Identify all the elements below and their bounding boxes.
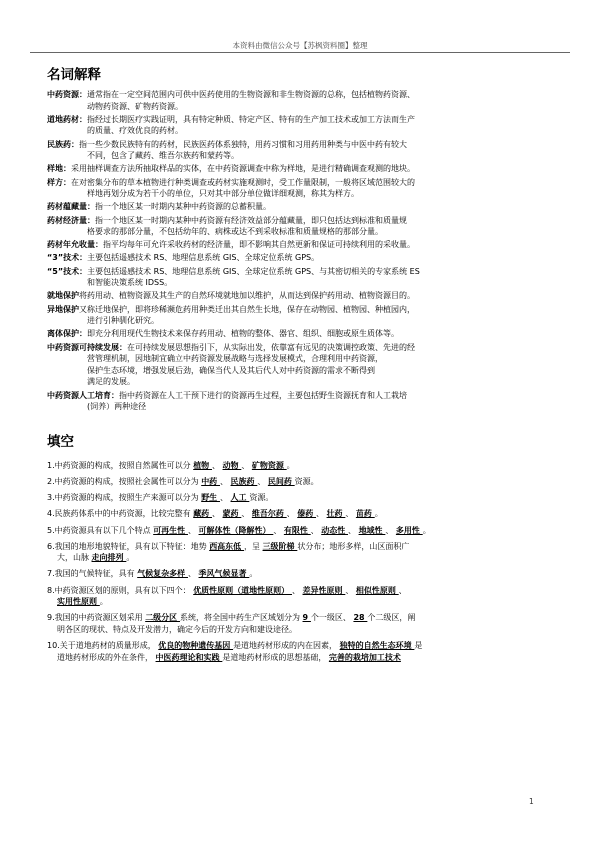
definition-text: 营管理机制，因地制宜确立中药资源发展战略与选择发展模式，合理利用中药资源， xyxy=(87,354,383,364)
fill-in-section xyxy=(47,433,547,664)
question-text: 个一级区、 xyxy=(310,613,354,623)
question-text: 2.中药资源的构成，按照社会属性可以分为 xyxy=(47,476,202,486)
definition-term: “3”技术： xyxy=(47,253,88,263)
definition-item xyxy=(47,304,547,327)
question-text: 。 xyxy=(99,597,108,607)
answer-blank: 可解体性（降解性） xyxy=(198,525,274,535)
fill-in-question xyxy=(47,541,547,564)
answer-blank: 二级分区 xyxy=(145,613,180,623)
definition-item xyxy=(47,239,547,251)
question-continuation xyxy=(47,596,547,608)
document-body xyxy=(47,66,547,668)
definition-term: 样地： xyxy=(47,164,71,174)
definition-line xyxy=(47,114,547,126)
definition-continuation xyxy=(47,188,547,200)
definition-term: 民族药： xyxy=(47,139,79,149)
answer-blank: 独特的自然生态环境 xyxy=(339,641,415,651)
answer-blank: 民间药 xyxy=(267,476,295,486)
question-text: 个二级区，阐 xyxy=(367,613,416,623)
answer-blank: 有限性 xyxy=(283,525,311,535)
question-line xyxy=(47,612,547,624)
question-text: 、 xyxy=(385,525,396,535)
answer-blank: 蒙药 xyxy=(222,509,242,519)
definition-item xyxy=(47,390,547,413)
question-text: 道地药材形成的外在条件， xyxy=(57,652,156,662)
question-line xyxy=(47,640,547,652)
definition-continuation xyxy=(47,401,547,413)
definition-term: 样方： xyxy=(47,177,71,187)
definition-text: 将药用动、植物资源及其生产的自然环境就地加以维护，从而达到保护药用动、植物资源目的。 xyxy=(79,291,415,301)
answer-blank: 9 xyxy=(302,613,311,623)
fill-in-question xyxy=(47,612,547,635)
definition-item xyxy=(47,114,547,137)
definition-term: “5”技术： xyxy=(47,266,88,276)
question-text: 是道地药材形成的思想基础， xyxy=(222,652,329,662)
question-text: 4.民族药体系中的中药资源，比较完整有 xyxy=(47,509,194,519)
question-text: 大，山脉 xyxy=(57,553,92,563)
question-text: 资源。 xyxy=(294,476,319,486)
answer-blank: 三级阶梯 xyxy=(262,541,298,551)
question-text: 、 xyxy=(211,460,223,470)
answer-blank: 优质性原则（道地性原则） xyxy=(193,585,292,595)
question-text: 、 xyxy=(219,493,231,503)
answer-blank: 傣药 xyxy=(297,509,317,519)
answer-blank: 相似性原则 xyxy=(355,585,399,595)
answer-blank: 实用性原则 xyxy=(57,597,100,607)
definition-item xyxy=(47,266,547,289)
question-text: 。 xyxy=(422,525,431,535)
definition-line xyxy=(47,89,547,101)
question-text: 5.中药资源具有以下几个特点 xyxy=(47,525,154,535)
definition-text: 动物药资源、矿物药资源。 xyxy=(87,101,183,111)
fill-in-question xyxy=(47,568,547,580)
answer-blank: 28 xyxy=(353,613,368,623)
question-text: 、 xyxy=(345,585,356,595)
answer-blank: 藏药 xyxy=(193,509,212,519)
answer-blank: 可再生性 xyxy=(153,525,188,535)
question-continuation xyxy=(47,552,547,564)
definition-line xyxy=(47,328,547,340)
definition-term: 道地药材： xyxy=(47,114,87,124)
question-continuation xyxy=(47,624,547,636)
page-number: 1 xyxy=(529,797,534,806)
question-text: 、 xyxy=(286,509,298,519)
question-text: 7.我国的气候特征，具有 xyxy=(47,569,138,579)
definition-line xyxy=(47,239,547,251)
answer-blank: 多用性 xyxy=(395,525,423,535)
fill-in-question xyxy=(47,476,547,488)
definition-item xyxy=(47,177,547,200)
definition-text: 又称迁地保护，即将珍稀濒危药用种类迁出其自然生长地，保存在动物园、植物园、种植园内， xyxy=(79,304,415,314)
question-text: 、 xyxy=(345,509,356,519)
definition-continuation xyxy=(47,365,547,377)
definition-term: 药材年允收量： xyxy=(47,240,103,250)
answer-blank: 完善的栽培加工技术 xyxy=(328,652,401,662)
question-text: 、 xyxy=(187,525,199,535)
section-title-definitions: 名词解释 xyxy=(47,67,101,83)
fill-in-question xyxy=(47,525,547,537)
question-text: 、 xyxy=(310,525,322,535)
fill-in-question xyxy=(47,585,547,608)
definition-line xyxy=(47,163,547,175)
question-line xyxy=(47,585,547,597)
question-text: 、 xyxy=(348,525,359,535)
definition-line xyxy=(47,290,547,302)
question-text: 、 xyxy=(241,460,252,470)
question-continuation xyxy=(47,652,547,664)
definition-text: 指平均每年可允许采收药材的经济量，即不影响其自然更新和保证可持续利用的采收量。 xyxy=(103,240,415,250)
definition-text: 样地再划分成为若干小的单位，只对其中部分单位做详细观测，称其为样方。 xyxy=(87,189,359,199)
definition-text: 即充分利用现代生物技术来保存药用动、植物的整体、器官、组织、细胞或原生质体等。 xyxy=(87,329,399,339)
question-text: 、 xyxy=(187,569,199,579)
section-title-fill-in: 填空 xyxy=(47,433,74,450)
definition-continuation xyxy=(47,226,547,238)
answer-blank: 野生 xyxy=(201,493,220,503)
question-text: 9.我国的中药资源区划采用 xyxy=(47,613,146,623)
definition-text: 进行引种驯化研究。 xyxy=(87,316,159,326)
answer-blank: 走向排列 xyxy=(91,553,127,563)
definition-line xyxy=(47,215,547,227)
question-text: 、 xyxy=(257,476,268,486)
answer-blank: 优良的物种遗传基因 xyxy=(158,641,234,651)
question-line xyxy=(47,541,547,553)
definition-item xyxy=(47,89,547,112)
definition-text: 指一个地区某一时期内某种中药资源有经济效益部分蕴藏量，即只包括达到标准和质量规 xyxy=(95,215,407,225)
question-text: 、 xyxy=(219,476,231,486)
definition-text: (饲养）两种途径 xyxy=(87,402,147,412)
header-divider xyxy=(30,52,570,53)
definition-term: 药材蕴藏量： xyxy=(47,202,95,212)
question-line xyxy=(47,476,547,488)
question-text: 、 xyxy=(241,509,252,519)
page-header: 本资料由微信公众号【苏枫资料圈】整理 xyxy=(232,41,368,50)
definition-item xyxy=(47,215,547,238)
definition-text: 采用抽样调查方法所抽取样品的实体，在中药资源调查中称为样地，是进行精确调查观测的地块。 xyxy=(71,164,415,174)
definition-item xyxy=(47,139,547,162)
definition-term: 中药资源： xyxy=(47,90,87,99)
definition-text: 不同，包含了藏药、维吾尔族药和蒙药等。 xyxy=(87,151,239,161)
answer-blank: 苗药 xyxy=(355,509,375,519)
fill-in-list xyxy=(47,460,547,664)
definition-item xyxy=(47,328,547,340)
question-text: 、 xyxy=(273,525,284,535)
answer-blank: 人工 xyxy=(230,493,250,503)
definition-line xyxy=(47,252,547,264)
definition-item xyxy=(47,201,547,213)
question-text: 、 xyxy=(291,585,303,595)
definition-item xyxy=(47,163,547,175)
definition-text: 保护生态环境，增强发展后劲，确保当代人及其后代人对中药资源的需求不断得到 xyxy=(87,365,375,375)
definition-term: 药材经济量： xyxy=(47,215,95,225)
definitions-list xyxy=(47,89,547,413)
question-text: 是道地药材形成的内在因素， xyxy=(233,641,340,651)
answer-blank: 壮药 xyxy=(326,509,346,519)
answer-blank: 季风气候显著 xyxy=(198,569,250,579)
question-text: 3.中药资源的构成，按照生产来源可以分为 xyxy=(47,493,202,503)
answer-blank: 民族药 xyxy=(230,476,258,486)
question-text: 1.中药资源的构成，按照自然属性可以分 xyxy=(47,460,194,470)
definition-line xyxy=(47,390,547,402)
definition-line xyxy=(47,201,547,213)
definition-item xyxy=(47,252,547,264)
question-text: 、 xyxy=(398,585,407,595)
question-text: 。 xyxy=(286,460,295,470)
fill-in-question xyxy=(47,508,547,520)
answer-blank: 矿物资源 xyxy=(251,460,287,470)
definition-text: 指中药资源在人工干预下进行的资源再生过程，主要包括野生资源抚育和人工栽培 xyxy=(119,390,407,400)
question-text: 。 xyxy=(374,509,383,519)
definition-text: 指一些少数民族特有的药材，民族医药体系独特，用药习惯和习用药用种类与中医中药有较大 xyxy=(79,139,407,149)
definition-term: 异地保护 xyxy=(47,304,79,314)
question-text: 。 xyxy=(126,553,135,563)
answer-blank: 地域性 xyxy=(358,525,386,535)
question-text: 资源。 xyxy=(249,493,274,503)
definition-term: 中药资源人工培育： xyxy=(47,390,119,400)
definition-line xyxy=(47,342,547,354)
definition-text: 的质量、疗效优良的药材。 xyxy=(87,126,183,136)
definition-text: 指经过长期医疗实践证明，具有特定种质、特定产区、特有的生产加工技术或加工方法而生产 xyxy=(87,114,415,124)
question-text: 。 xyxy=(249,569,258,579)
definition-line xyxy=(47,304,547,316)
definition-continuation xyxy=(47,315,547,327)
definition-text: 和智能决策系统 IDSS。 xyxy=(87,278,173,288)
question-text: 、 xyxy=(316,509,327,519)
answer-blank: 西高东低 xyxy=(209,541,244,551)
definition-item xyxy=(47,290,547,302)
definition-text: 主要包括遥感技术 RS、地理信息系统 GIS、全球定位系统 GPS。 xyxy=(87,253,320,263)
definition-line xyxy=(47,266,547,278)
definition-continuation xyxy=(47,277,547,289)
definition-continuation xyxy=(47,150,547,162)
question-text: 6.我国的地形地貌特征，具有以下特征：地势 xyxy=(47,541,210,551)
question-text: 是 xyxy=(414,641,423,651)
answer-blank: 维吾尔药 xyxy=(251,509,287,519)
fill-in-question xyxy=(47,492,547,504)
definition-text: 满足的发展。 xyxy=(87,377,135,387)
answer-blank: 差异性原则 xyxy=(302,585,346,595)
answer-blank: 中医药理论和实践 xyxy=(155,652,223,662)
definition-text: 主要包括遥感技术 RS、地理信息系统 GIS、全球定位系统 GPS、与其密切相关的专家系统 ES xyxy=(87,266,420,276)
definition-item xyxy=(47,342,547,388)
question-line xyxy=(47,568,547,580)
question-text: 10.关于道地药材的质量形成， xyxy=(47,641,159,651)
definition-text: 在对密集分布的草本植物进行种类调查或药材实施观测时，受工作量限制，一般将区域范围较大的 xyxy=(71,177,415,187)
definition-line xyxy=(47,139,547,151)
definition-term: 中药资源可持续发展： xyxy=(47,342,127,352)
fill-in-question xyxy=(47,460,547,472)
question-line xyxy=(47,508,547,520)
answer-blank: 动态性 xyxy=(321,525,349,535)
definition-continuation xyxy=(47,125,547,137)
definition-continuation xyxy=(47,353,547,365)
question-text: 、 xyxy=(211,509,223,519)
question-line xyxy=(47,492,547,504)
definition-text: 通常指在一定空间范围内可供中医药使用的生物资源和非生物资源的总称，包括植物药资源、 xyxy=(87,90,415,99)
definition-term: 就地保护 xyxy=(47,291,79,301)
fill-in-question xyxy=(47,640,547,663)
question-text: 8.中药资源区划的原则，具有以下四个： xyxy=(47,585,194,595)
question-line xyxy=(47,525,547,537)
question-text: 系统，将全国中药生产区域划分为 xyxy=(179,613,303,623)
answer-blank: 植物 xyxy=(193,460,212,470)
definition-text: 指一个地区某一时期内某种中药资源的总蓄积量。 xyxy=(95,202,271,212)
definition-line xyxy=(47,177,547,189)
question-text: 明各区的现状、特点及开发潜力，确定今后的开发方向和建设途径。 xyxy=(57,625,297,635)
definition-text: 格要求的那部分量，不包括幼年的、病株或达不到采收标准和质量规格的那部分量。 xyxy=(87,227,383,237)
definition-continuation xyxy=(47,101,547,113)
question-text: 状分布；地形多样，山区面积广 xyxy=(297,541,410,551)
answer-blank: 气候复杂多样 xyxy=(137,569,188,579)
answer-blank: 动物 xyxy=(222,460,242,470)
definition-text: 在可持续发展思想指引下，从实际出发，依靠富有远见的决策调控政策、先进的经 xyxy=(127,342,415,352)
question-line xyxy=(47,460,547,472)
question-text: ，呈 xyxy=(243,541,263,551)
definition-term: 离体保护： xyxy=(47,329,87,339)
answer-blank: 中药 xyxy=(201,476,220,486)
definition-continuation xyxy=(47,376,547,388)
